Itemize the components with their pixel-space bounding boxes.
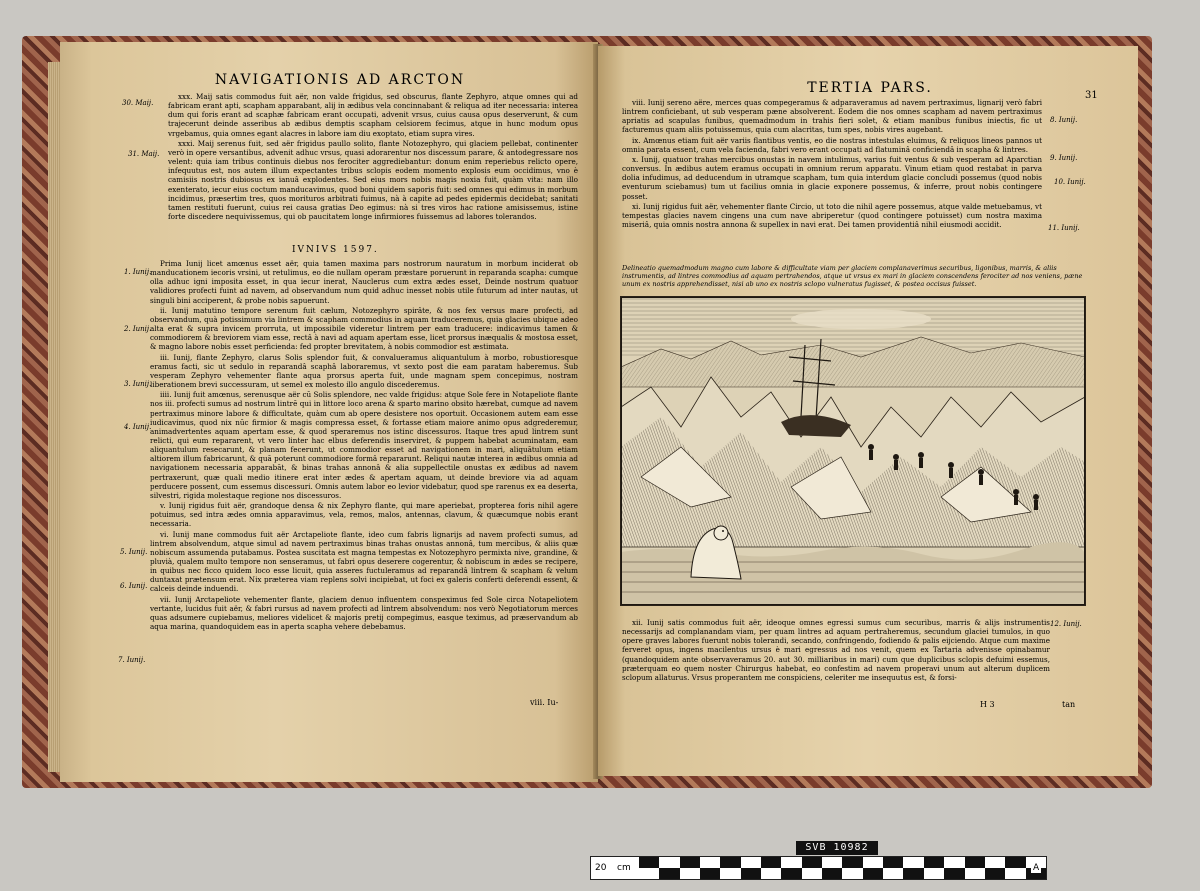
left-text-block-top bbox=[168, 92, 578, 222]
margin-note: 3. Iunij. bbox=[124, 380, 152, 388]
entry-june-7: vii. Iunij Arctapeliote vehementer flante, glaciem denuo influentem conspeximus fed Sole circa Notapeliotem vertante, lucidus fuit aër, & fabri rursus ad navem profecti ad lintrem absolvendum: nos verò Negotiatorum merces quas adsumere cupiebamus, meliores videlicet & majoris pretij compegimus, easque teximus, ad præservandum ab aqua marina, quandoquidem eas in aperta scapha vehere debebamus. bbox=[150, 594, 578, 632]
margin-note: 12. Iunij. bbox=[1050, 620, 1082, 628]
entry-june-6: vi. Iunij mane commodus fuit aër Arctapeliote flante, ideo cum fabris lignarijs ad navem profecti sumus, ad lintrem absolvendum, atque simul ad navem pertraximus binas trahas onustas annonâ, tum mercibus, & aliis quæ nobiscum assumenda putabamus. Postea suscitata est magna tempestas ex Notozephyro permixta nive, grandine, & pluvià, qualem multo tempore non senseramus, ut fabri opus deserere cogerentur, & nobiscum in ædes se recipere, in quibus nec ficco quidem loco esse licuit, quia asseres fuctuleramus ad reparandâ lintrem & scapham & velum duntaxat prætensum erat. Nix præterea viam replens solvi incipiebat, ut foci ex galeris conferti deferendi essent, & calceis deinde induendi. bbox=[150, 529, 578, 594]
scale-label-unit: cm bbox=[617, 863, 631, 873]
right-running-head: TERTIA PARS. bbox=[807, 80, 933, 96]
entry-june-11: xi. Iunij rigidus fuit aër, vehementer flante Circio, ut toto die nihil agere possemus, atque valde metuebamus, vt tempestas glacies navem cingens una cum nave abriperetur (quod contingere potuisset) cum nostra maxima miseriâ, quia omnis nostra annona & supellex in navi erat. Dei tamen providentiâ nihil eiusmodi accidit. bbox=[622, 201, 1042, 230]
left-text-block-main bbox=[150, 259, 578, 632]
margin-note: 1. Iunij. bbox=[124, 268, 152, 276]
left-running-head: NAVIGATIONIS AD ARCTON bbox=[214, 72, 466, 88]
entry-may-31: xxxi. Maij serenus fuit, sed aër frigidus paullo solito, flante Notozephyro, qui glaciem pellebat, continenter verò in opere versantibus, advenit adhuc vrsus, quasi adorarentur nos discessum parare, & antodegressare nos velent: quia iam tribus continuis diebus nos ferociter aggrediebantur: donum enim reperiebus relicto opere, infequutus est, nos autem illum expectantes tribus sclopis eodem momento explosis eum occidimus, vno è camisiis nostris dubiosus ex ianuâ explodentes. Sed eius mors nobis magis noxia fuit, quàm vita: nam illo exenterato, iecur eius coctum manducavimus, quod boni quidem saporis fuit: sed omnes qui edimus in morbum incidimus, præsertim tres, quos morituros arbitrati fuimus, nà à capite ad pedes epidermis decidebat; sanitati tamen restituti fuerunt, cuius rei causa gratias Deo egimus: nà si tres viros hac ratione amisissemus, istine forte discedere nequivissemus, qui ob paucitatem longe infirmiores fuissemus ad labores tolerandos. bbox=[168, 138, 578, 222]
margin-note: 9. Iunij. bbox=[1050, 154, 1078, 162]
left-catchword: viii. Iu- bbox=[530, 698, 559, 707]
margin-note: 2. Iunij. bbox=[124, 325, 152, 333]
margin-note: 4. Iunij. bbox=[124, 423, 152, 431]
entry-june-5: v. Iunij rigidus fuit aër, grandoque densa & nix Zephyro flante, qui mare aperiebat, propterea foris nihil agere potuimus, sed intra ædes omnia apparavimus, vela, remos, malos, antennas, clavum, & quæcumque nobis erant necessaria. bbox=[150, 501, 578, 529]
scale-bar-cells-bottom bbox=[639, 868, 1046, 879]
engraving-drawing bbox=[621, 297, 1085, 605]
entry-june-8: viii. Iunij sereno aëre, merces quas compegeramus & adparaveramus ad navem pertraximus, lignarij verò fabri lintrem conficiebant, ut sub vesperam pæne absolverent. Eodem die nos omnes scapham ad navem pertraximus apriatis ad scapulas funibus, quemadmodum in trahis fieri solet, & etiam manibus funibus iniectis, fic ut facturemus quam aliis potuissemus, quia cum alacritas, tum spes, nobis vires augebant. bbox=[622, 98, 1042, 135]
entry-june-9: ix. Amœnus etiam fuit aër variis flantibus ventis, eo die nostras intestulas eluimus, & reliquos lineos pannos ut omnia parata essent, cum vela facienda, fabri vero erant occupati ad flatuminâ conficiendâ in scapha & lintres. bbox=[622, 135, 1042, 154]
entry-june-4: iiii. Iunij fuit amœnus, serenusque aër cū Solis splendore, nec valde frigidus: atque Sole fere in Notapeliote flante nos iii. profecti sumus ad nostrum lintrē qui in littore loco arena & sparto marino obsito hærebat, cumque ad navem pertraximus minore labore & difficultate, quàm cum ab opere desistere nos oportuit. Occasionem autem eam esse iudicavimus, quod nix nūc firmior & magis compressa esset, & fortasse etiam maiore animo opus adgrederemur, animadvertentes aquam apertam esse, & quod speraremus nos istinc discessuros. Itaque tres apud lintrem sunt relicti, qui eum repararent, vt vero linter hac elbus deferendis inserviret, & puppem habebat acuminatam, eam aliquantulum resecarunt, & planam fecerunt, ut commodior esset ad navigationem in mari, aliquātulum etiam altiorem illum fabricarunt, & quā poterunt commodiore formâ repararunt. Reliqui nautæ interea in ædibus omnia ad navigationem necessaria apparabāt, & binas trahas annonâ & alia suppellectile onustas ex ædibus ad navem pertraxerunt, quæ quali medio itinere erat inter ædes & apertam aquam, ut deinde breviore via ad aquam perducere possent, cum essemus discessuri. Omnis autem labor eo levior videbatur, quod spe rarenus ex ea deserta, silvestri, rigida molestaque regione nos discessuros. bbox=[150, 390, 578, 500]
margin-note: 31. Maij. bbox=[128, 150, 160, 158]
engraving-illustration bbox=[620, 296, 1086, 606]
margin-note: 6. Iunij. bbox=[120, 582, 148, 590]
entry-june-3: iii. Iunij, flante Zephyro, clarus Solis splendor fuit, & convalueramus aliquantulum à morbo, robustioresque eramus facti, sic ut sedulo in reparandâ scaphâ laboraremus, vt sexto post die eam paratam haberemus. Sub vesperam Zephyro vehementer flante aqua prorsus aperta fuit, unde magnam spem concepimus, nostram liberationem brevi successuram, ut semel ex molesto illo angulo discederemus. bbox=[150, 352, 578, 390]
entry-may-30: xxx. Maij satis commodus fuit aër, non valde frigidus, sed obscurus, flante Zephyro, atque omnes qui ad fabricam erant apti, scapham apparabant, alij in ædibus vela concinnabant & reliqua ad iter necessaria: interea dum qui foris erant ad scaphæ fabricam erant occupati, advenit vrsus, cuius causa opus deserverunt, & cum trajecerunt deinde asseribus ab ædibus demptis scapham celsiorem fecimus, atque in hunc modum opus vrgebamus, quia omnes egant alacres in labore iam diu exoptato, etiam supra vires. bbox=[168, 92, 578, 138]
margin-note: 7. Iunij. bbox=[118, 656, 146, 664]
margin-note: 5. Iunij. bbox=[120, 548, 148, 556]
margin-note: 10. Iunij. bbox=[1054, 178, 1086, 186]
entry-june-10: x. Iunij, quatuor trahas mercibus onustas in navem intulimus, varius fuit ventus & sub vesperam ad Aparctian conversus. In ædibus autem eramus occupati in omnium rerum apparatu. Vinum etiam quod restabat in parva dolia infudimus, ad deducendum in utramque scapham, tum quia interdum glacie concludi possemus (quod nobis eventurum sciebamus) tum ut facilius omnia in glacie exponere possemus, & inferre, prout nobis contingere posset. bbox=[622, 154, 1042, 201]
scale-bar bbox=[590, 856, 1047, 880]
shelfmark-label: SVB 10982 bbox=[796, 841, 878, 855]
plate-caption: Delineatio quemadmodum magno cum labore & difficultate viam per glaciem complanaverimus securibus, ligonibus, marris, & aliis instrumentis, ad lintres commodius ad aquam pertrahendos, atque ut vrsus ex mari in glaciem conscendens ferociter ad nos veniens, pæne unum ex nostris apprehendisset, nisi ab uno ex nostris sclopo vulneratus fugisset, & postea occisus fuisset. bbox=[622, 264, 1083, 288]
entry-june-12: xii. Iunij satis commodus fuit aër, ideoque omnes egressi sumus cum securibus, marris & alijs instrumentis necessarijs ad complanandam viam, per quam lintres ad aquam pertraheremus, secundum glaciei tumulos, in quo opere graves labores fuerunt nobis tolerandi, secando, confringendo, fodiendo & palis eijciendo. Atque cum maxime ferveret opus, ingens macilentus ursus è mari egressus ad nos venit, quem ex Tartaria advenisse opinabamur (quandoquidem ante observaveramus 20. aut 30. milliaribus in mari) cum que duplicibus sclopis defuimi essemus, præterquam eo quem noster Chirurgus habebat, eo confestim ad navem properavi unum aut alterum duplicem sclopum allaturus. Vrsus properantem me conspiciens, celeriter me insequutus est, & forsi- bbox=[622, 618, 1050, 682]
right-text-block-bottom bbox=[622, 618, 1050, 683]
signature-mark: H 3 bbox=[980, 700, 995, 709]
entry-june-1: Prima Iunij licet amœnus esset aër, quia tamen maxima pars nostrorum nauratum in morbum inciderat ob manducationem iecoris vrsini, ut retulimus, eo die nullam operam præstare poruerunt in reparanda scapha: cumque olla adhuc igni imposita esset, in qua iecur inerat, Nauclerus cum extra ædes esset, Deinde nostrum quatuor validiores profecti fuint ad navem, ad observandum num quid adhuc inesset nobis utile futurum ad inter nautas, ut singuli bini acciperent, & probe nobis sapuerunt. bbox=[150, 259, 578, 305]
entry-june-2: ii. Iunij matutino tempore serenum fuit cælum, Notozephyro spirâte, & nos fex versus mare profecti, ad observandum, quà potissimum via lintrem & scapham commodius in aquam traduceremus, quia glacies ubique adeo alta erat & supra invicem prorruta, ut impossibile videretur lintrem per eam traducere: indicavimus tamen & commodiorem & breviorem viam esse, rectâ à navi ad aquam apertam esse, licet prorsus inæqualis & mostosa esset, & magno labore nobis esset perficienda: fed propter brevitatem, à nobis commodior est æstimata. bbox=[150, 305, 578, 352]
margin-note: 8. Iunij. bbox=[1050, 116, 1078, 124]
margin-note: 30. Maij. bbox=[122, 99, 154, 107]
margin-note: 11. Iunij. bbox=[1048, 224, 1080, 232]
right-catchword: tan bbox=[1062, 700, 1076, 709]
right-text-block-top bbox=[622, 98, 1042, 230]
scale-label-right: A bbox=[1033, 863, 1040, 873]
page-number: 31 bbox=[1085, 90, 1098, 101]
scale-bar-cells-top bbox=[639, 857, 1046, 868]
month-heading: IVNIVS 1597. bbox=[292, 245, 379, 255]
scale-label-left: 20 bbox=[595, 863, 607, 873]
